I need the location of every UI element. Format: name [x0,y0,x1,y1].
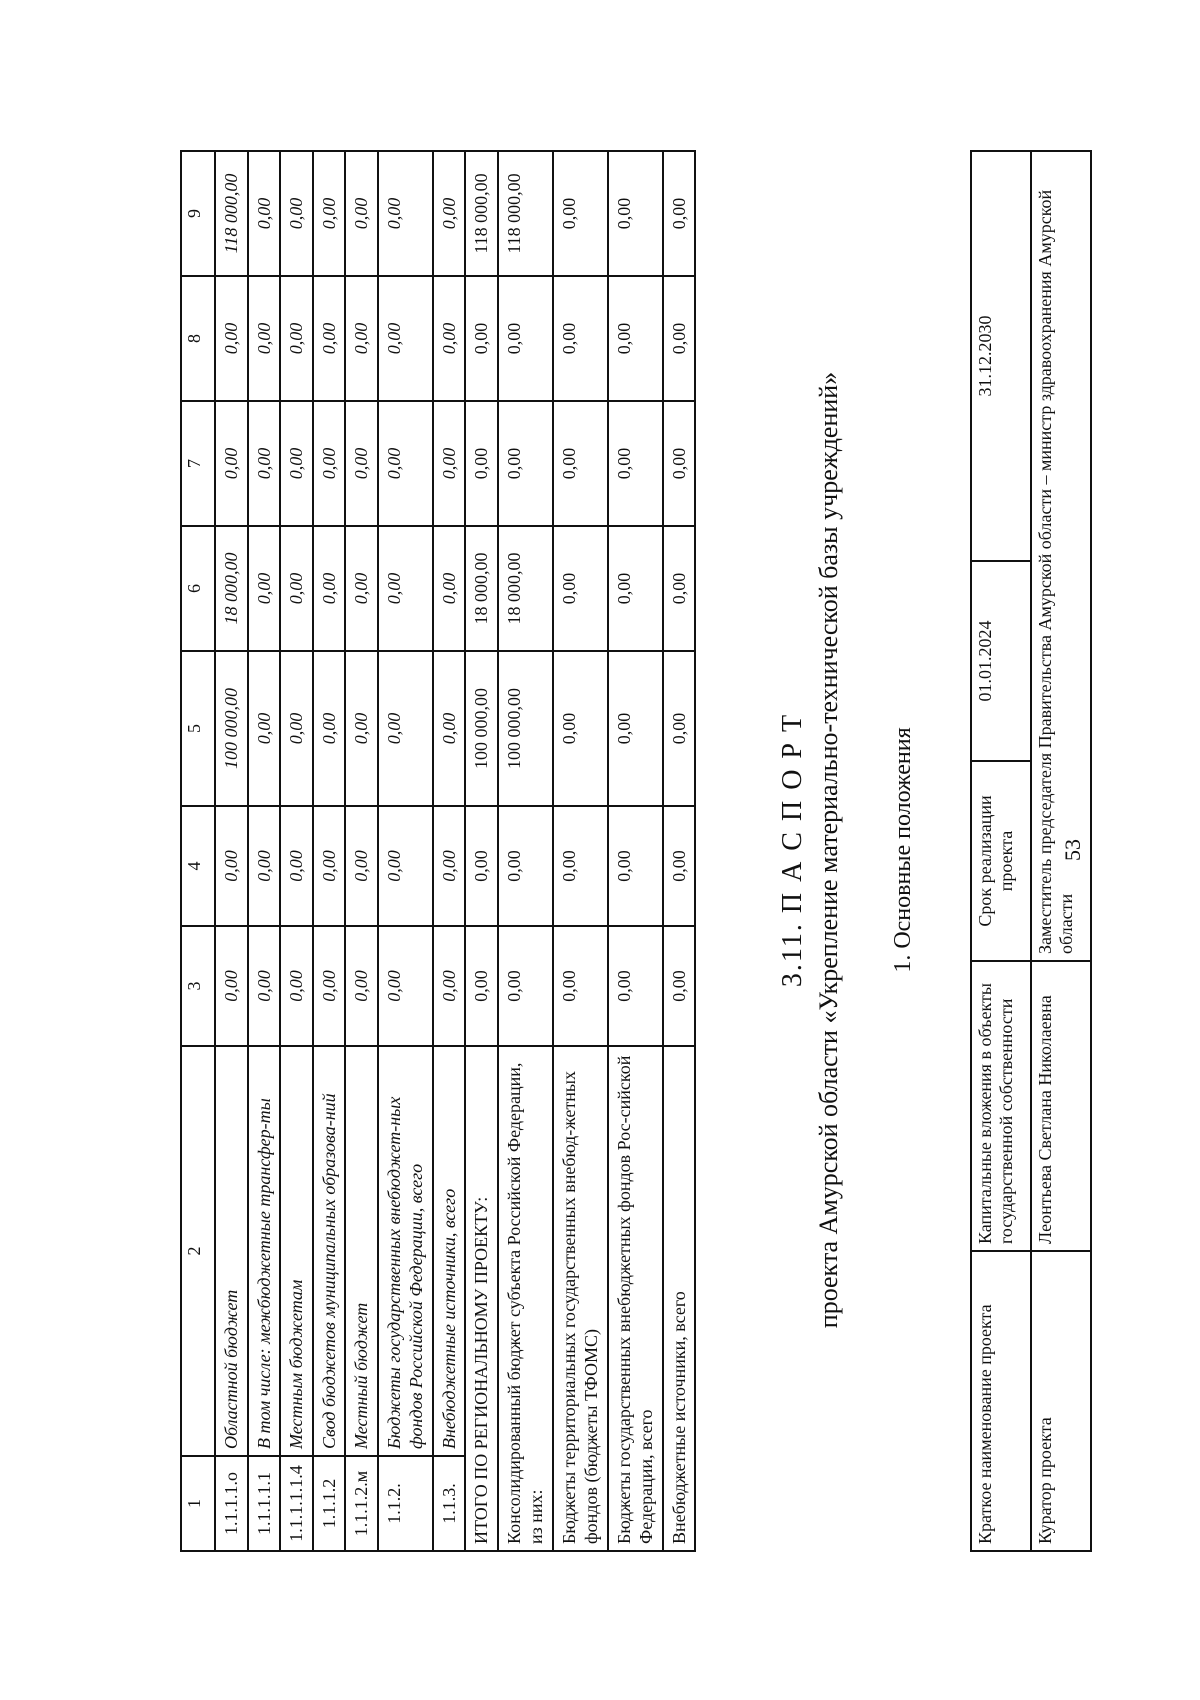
value-cell: 0,00 [248,651,281,806]
column-header: 8 [181,276,215,401]
rotated-document-page [60,70,1140,1630]
section-title: 3.11. П А С П О Р Т [777,712,808,988]
value-cell: 0,00 [248,806,281,926]
row-name: Бюджеты государственных внебюджетных фондов Рос-сийской Федерации, всего [608,1046,663,1551]
value-cell: 18 000,00 [215,526,248,651]
table-row [498,151,553,1551]
table-row [248,151,281,1551]
value-cell: 0,00 [280,276,313,401]
row-name: Внебюджетные источники, всего [663,1046,696,1551]
value-cell: 0,00 [663,926,696,1046]
table-row [345,151,378,1551]
curator-name: Леонтьева Светлана Николаевна [1031,961,1091,1251]
value-cell: 0,00 [553,526,608,651]
value-cell: 0,00 [433,401,466,526]
table-row [553,151,608,1551]
row-code: 1.1.1.1.о [215,1456,248,1551]
table-row [971,151,1031,1551]
value-cell: 0,00 [280,401,313,526]
column-header: 3 [181,926,215,1046]
value-cell: 0,00 [378,806,433,926]
value-cell: 0,00 [280,926,313,1046]
value-cell: 0,00 [433,926,466,1046]
value-cell: 0,00 [433,651,466,806]
basic-provisions-table [970,150,1092,1552]
row-name: Свод бюджетов муниципальных образова-ний [313,1046,346,1456]
value-cell: 0,00 [313,651,346,806]
value-cell: 0,00 [663,276,696,401]
value-cell: 0,00 [465,276,498,401]
table-row [280,151,313,1551]
table-row [378,151,433,1551]
column-header: 5 [181,651,215,806]
column-header: 9 [181,151,215,276]
row-name: Внебюджетные источники, всего [433,1046,466,1456]
row-code: 1.1.3. [433,1456,466,1551]
curator-position: Заместитель председателя Правительства Амурской области – министр здравоохранения Амурской области [1031,151,1091,961]
value-cell: 0,00 [215,926,248,1046]
value-cell: 118 000,00 [465,151,498,276]
row-code: 1.1.1.2 [313,1456,346,1551]
column-header: 7 [181,401,215,526]
row-code: 1.1.1.1.1.4 [280,1456,313,1551]
value-cell: 0,00 [313,276,346,401]
value-cell: 100 000,00 [465,651,498,806]
value-cell: 0,00 [663,526,696,651]
value-cell: 0,00 [248,276,281,401]
value-cell: 0,00 [248,401,281,526]
value-cell: 0,00 [280,526,313,651]
value-cell: 0,00 [465,806,498,926]
value-cell: 0,00 [313,151,346,276]
value-cell: 0,00 [280,806,313,926]
table-row [608,151,663,1551]
value-cell: 0,00 [313,526,346,651]
value-cell: 0,00 [345,926,378,1046]
value-cell: 0,00 [345,401,378,526]
value-cell: 0,00 [608,806,663,926]
row-code: 1.1.1.2.м [345,1456,378,1551]
value-cell: 0,00 [608,526,663,651]
row-name: Бюджеты государственных внебюджет-ных фондов Российской Федерации, всего [378,1046,433,1456]
value-cell: 0,00 [378,276,433,401]
value-cell: 0,00 [663,151,696,276]
value-cell: 0,00 [248,526,281,651]
row-name: Областной бюджет [215,1046,248,1456]
value-cell: 0,00 [498,276,553,401]
column-header: 1 [181,1456,215,1551]
value-cell: 18 000,00 [465,526,498,651]
value-cell: 0,00 [345,526,378,651]
value-cell: 0,00 [553,926,608,1046]
value-cell: 0,00 [313,926,346,1046]
table-row [215,151,248,1551]
table-header-row [181,151,215,1551]
value-cell: 0,00 [215,401,248,526]
row-name: Местный бюджет [345,1046,378,1456]
part-title: 1. Основные положения [890,727,916,973]
value-cell: 0,00 [215,806,248,926]
column-header: 6 [181,526,215,651]
end-date: 31.12.2030 [971,151,1031,561]
short-name-value: Капитальные вложения в объекты государственной собственности [971,961,1031,1251]
row-name: В том числе: межбюджетные трансфер-ты [248,1046,281,1456]
term-label: Срок реализации проекта [971,761,1031,961]
row-name: ИТОГО ПО РЕГИОНАЛЬНОМУ ПРОЕКТУ: [465,1046,498,1551]
value-cell: 0,00 [313,401,346,526]
value-cell: 118 000,00 [498,151,553,276]
column-header: 4 [181,806,215,926]
table-row [433,151,466,1551]
value-cell: 0,00 [608,926,663,1046]
value-cell: 0,00 [378,401,433,526]
value-cell: 0,00 [608,401,663,526]
value-cell: 0,00 [498,401,553,526]
value-cell: 0,00 [433,276,466,401]
curator-label: Куратор проекта [1031,1251,1091,1551]
value-cell: 0,00 [553,276,608,401]
table-row [1031,151,1091,1551]
row-name: Местным бюджетам [280,1046,313,1456]
value-cell: 0,00 [248,151,281,276]
start-date: 01.01.2024 [971,561,1031,761]
value-cell: 0,00 [248,926,281,1046]
value-cell: 0,00 [553,806,608,926]
table-row [465,151,498,1551]
column-header: 2 [181,1046,215,1456]
page-number: 53 [1060,839,1085,861]
value-cell: 0,00 [345,276,378,401]
value-cell: 0,00 [663,651,696,806]
value-cell: 0,00 [663,401,696,526]
value-cell: 0,00 [608,151,663,276]
value-cell: 0,00 [378,526,433,651]
short-name-label: Краткое наименование проекта [971,1251,1031,1551]
value-cell: 0,00 [378,651,433,806]
value-cell: 0,00 [608,651,663,806]
value-cell: 0,00 [465,401,498,526]
value-cell: 118 000,00 [215,151,248,276]
table-row [663,151,696,1551]
value-cell: 0,00 [465,926,498,1046]
table-row [313,151,346,1551]
value-cell: 100 000,00 [215,651,248,806]
value-cell: 0,00 [345,806,378,926]
value-cell: 0,00 [378,151,433,276]
value-cell: 0,00 [280,651,313,806]
row-name: Консолидированный бюджет субъекта Российской Федерации, из них: [498,1046,553,1551]
section-subtitle: проекта Амурской области «Укрепление материально-технической базы учреждений» [814,371,843,1329]
value-cell: 0,00 [433,806,466,926]
value-cell: 0,00 [608,276,663,401]
value-cell: 0,00 [663,806,696,926]
value-cell: 0,00 [215,276,248,401]
value-cell: 100 000,00 [498,651,553,806]
financing-table [180,150,696,1552]
value-cell: 0,00 [433,526,466,651]
financing-table-body [215,151,695,1551]
value-cell: 0,00 [280,151,313,276]
value-cell: 0,00 [498,806,553,926]
passport-heading [775,70,847,1630]
row-code: 1.1.2. [378,1456,433,1551]
value-cell: 0,00 [313,806,346,926]
value-cell: 18 000,00 [498,526,553,651]
value-cell: 0,00 [378,926,433,1046]
value-cell: 0,00 [345,151,378,276]
value-cell: 0,00 [433,151,466,276]
value-cell: 0,00 [345,651,378,806]
value-cell: 0,00 [553,401,608,526]
value-cell: 0,00 [498,926,553,1046]
value-cell: 0,00 [553,151,608,276]
row-code: 1.1.1.1.1 [248,1456,281,1551]
value-cell: 0,00 [553,651,608,806]
row-name: Бюджеты территориальных государственных внебюд-жетных фондов (бюджеты ТФОМС) [553,1046,608,1551]
